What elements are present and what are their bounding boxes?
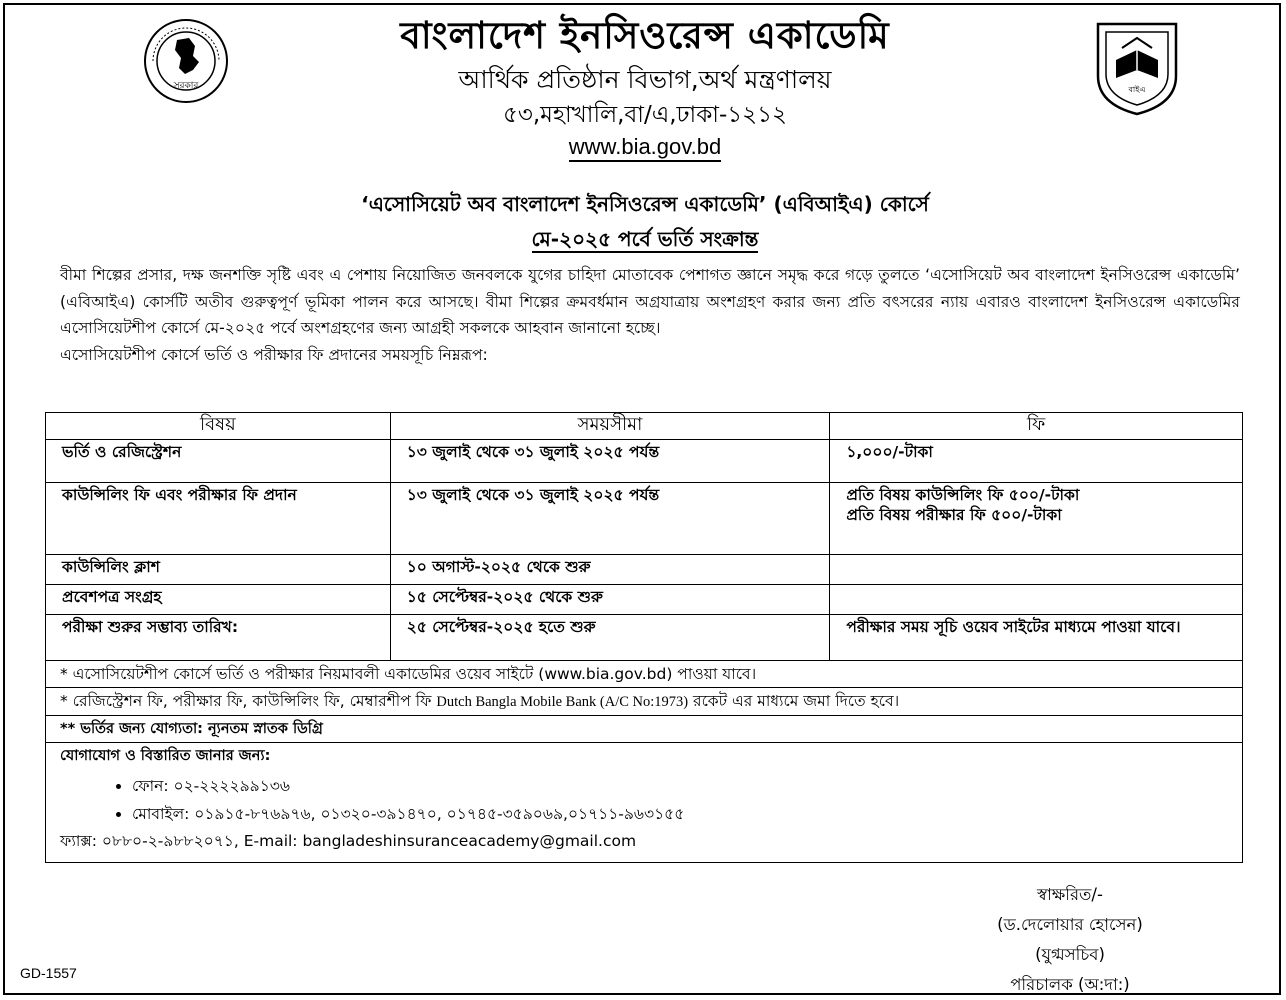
government-seal-icon [143,18,229,104]
table-row [46,440,1243,483]
subject-cell: কাউন্সিলিং ক্লাশ [46,555,391,585]
notice-subheading [120,224,1170,254]
period-cell: ১৩ জুলাই থেকে ৩১ জুলাই ২০২৫ পর্যন্ত [390,440,830,483]
subject-cell: ভর্তি ও রেজিস্ট্রেশন [46,440,391,483]
contact-section [46,743,1243,863]
fax-email: ফ্যাক্স: ০৮৮০-২-৯৮৮২০৭১, E-mail: bangladeshinsuranceacademy@gmail.com [60,832,637,850]
eligibility-note: ** ভর্তির জন্য যোগ্যতা: ন্যূনতম স্নাতক ডিগ্রি [46,716,1243,743]
payment-note-text: রকেট এর মাধ্যমে জমা দিতে হবে। [693,692,900,710]
bank-name: Dutch Bangla Mobile Bank (A/C No:1973) [436,694,689,710]
column-header: সময়সীমা [390,413,830,440]
period-cell: ২৫ সেপ্টেম্বর-২০২৫ হতে শুরু [390,615,830,661]
schedule-table [45,412,1243,863]
subject-cell: কাউন্সিলিং ফি এবং পরীক্ষার ফি প্রদান [46,483,391,555]
note-row [46,716,1243,743]
table-row [46,585,1243,615]
table-row [46,483,1243,555]
org-website [250,132,1040,162]
signatory-designation: (যুগ্মসচিব) [1035,945,1105,964]
payment-note-text: * রেজিস্ট্রেশন ফি, পরীক্ষার ফি, কাউন্সিলিং ফি, মেম্বারশীপ ফি [60,692,432,710]
notice-heading: ‘এসোসিয়েট অব বাংলাদেশ ইনসিওরেন্স একাডেমি’ (এবিআইএ) কোর্সে [361,192,929,216]
rules-note: * এসোসিয়েটশীপ কোর্সে ভর্তি ও পরীক্ষার নিয়মাবলী একাডেমির ওয়েব সাইটে (www.bia.gov.bd) পাওয়া যাবে। [46,661,1243,688]
signatory-name: (ড.দেলোয়ার হোসেন) [997,915,1143,934]
period-cell: ১০ অগাস্ট-২০২৫ থেকে শুরু [390,555,830,585]
fee-cell: ১,০০০/-টাকা [830,440,1243,483]
mobile-item: • মোবাইল: ০১৯১৫-৮৭৬৯৭৬, ০১৩২০-৩৯১৪৭০, ০১৭৪৫-৩৫৯০৬৯,০১৭১১-৯৬৩১৫৫ [132,800,1228,828]
org-address: ৫৩,মহাখালি,বা/এ,ঢাকা-১২১২ [502,102,788,128]
contact-row [46,743,1243,863]
note-row [46,688,1243,716]
seal-text: সরকার [173,81,199,91]
note-row [46,661,1243,688]
intro-last-line: এসোসিয়েটশীপ কোর্সে ভর্তি ও পরীক্ষার ফি প্রদানের সময়সূচি নিম্নরূপ: [60,345,488,364]
column-header: বিষয় [46,413,391,440]
notice-subheading-text: মে-২০২৫ পর্বে ভর্তি সংক্রান্ত [531,227,759,251]
fee-line: প্রতি বিষয় কাউন্সিলিং ফি ৫০০/-টাকা [846,486,1080,504]
period-cell: ১৩ জুলাই থেকে ৩১ জুলাই ২০২৫ পর্যন্ত [390,483,830,555]
org-title: বাংলাদেশ ইনসিওরেন্স একাডেমি [400,14,890,57]
signed-label: স্বাক্ষরিত/- [1037,885,1103,904]
subject-cell: প্রবেশপত্র সংগ্রহ [46,585,391,615]
payment-note [46,688,1243,716]
document-code: GD-1557 [20,965,77,981]
period-cell: ১৫ সেপ্টেম্বর-২০২৫ থেকে শুরু [390,585,830,615]
table-header-row [46,413,1243,440]
fee-cell [830,585,1243,615]
fee-cell [830,483,1243,555]
column-header: ফি [830,413,1243,440]
signatory-role: পরিচালক (অ:দা:) [1010,975,1130,994]
academy-shield-icon [1092,20,1182,116]
table-row [46,615,1243,661]
phone-item: • ফোন: ০২-২২২২৯৯১৩৬ [132,772,1228,800]
intro-text: বীমা শিল্পের প্রসার, দক্ষ জনশক্তি সৃষ্টি এবং এ পেশায় নিয়োজিত জনবলকে যুগের চাহিদা মোতাবেক পেশাগত জ্ঞানে সমৃদ্ধ করে গড়ে তুলতে ‘এসোসিয়েট অব বাংলাদেশ ইনসিওরেন্স একাডেমি’ (এবিআইএ) কোর্সটি অতীব গুরুত্বপূর্ণ ভূমিকা পালন করে আসছে। বীমা শিল্পের ক্রমবর্ধমান অগ্রযাত্রায় অংশগ্রহণ করার জন্য প্রতি বৎসরের ন্যায় এবারও বাংলাদেশ ইনসিওরেন্স একাডেমির এসোসিয়েটশীপ কোর্সে মে-২০২৫ পর্বে অংশগ্রহণের জন্য আগ্রহী সকলকে আহবান জানানো হচ্ছে। [60,266,1240,337]
subject-cell: পরীক্ষা শুরুর সম্ভাব্য তারিখ: [46,615,391,661]
table-row [46,555,1243,585]
intro-paragraph [60,262,1240,368]
fee-line: প্রতি বিষয় পরীক্ষার ফি ৫০০/-টাকা [846,506,1062,524]
fee-cell: পরীক্ষার সময় সূচি ওয়েব সাইটের মাধ্যমে পাওয়া যাবে। [830,615,1243,661]
fee-cell [830,555,1243,585]
shield-text: বাইএ [1128,85,1146,94]
signature-block [940,880,1200,1000]
org-subtitle: আর্থিক প্রতিষ্ঠান বিভাগ,অর্থ মন্ত্রণালয় [458,65,832,94]
contact-title: যোগাযোগ ও বিস্তারিত জানার জন্য: [60,748,271,764]
contact-list [60,772,1228,828]
website-link[interactable]: www.bia.gov.bd [569,134,721,162]
